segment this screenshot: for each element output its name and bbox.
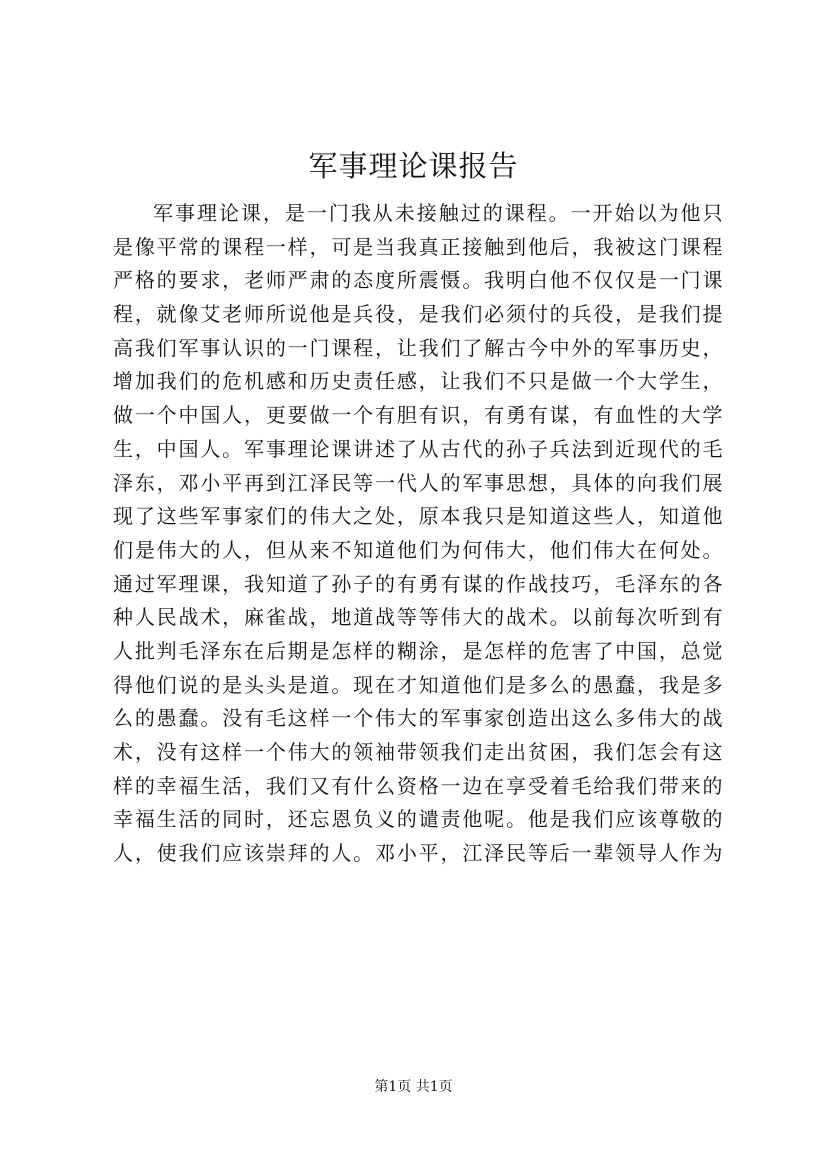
body-line: 军事理论课，是一门我从未接触过的课程。一开始以为他只 [153,201,723,225]
body-line: 人，使我们应该崇拜的人。邓小平，江泽民等后一辈领导人作为 [113,841,723,866]
page-number: 第1页 共1页 [374,1079,453,1095]
body-line: 是像平常的课程一样，可是当我真正接触到他后，我被这门课程 [113,234,723,259]
body-line: 得他们说的是头头是道。现在才知道他们是多么的愚蠢，我是多 [113,672,723,697]
body-line: 人批判毛泽东在后期是怎样的糊涂，是怎样的危害了中国，总觉 [113,638,723,663]
body-line: 么的愚蠢。没有毛这样一个伟大的军事家创造出这么多伟大的战 [113,706,723,731]
body-line: 样的幸福生活，我们又有什么资格一边在享受着毛给我们带来的 [113,773,723,798]
body-line: 现了这些军事家们的伟大之处，原本我只是知道这些人，知道他 [113,504,723,529]
body-line: 做一个中国人，更要做一个有胆有识，有勇有谋，有血性的大学 [113,403,723,428]
body-line: 通过军理课，我知道了孙子的有勇有谋的作战技巧，毛泽东的各 [113,571,723,596]
body-line: 幸福生活的同时，还忘恩负义的谴责他呢。他是我们应该尊敬的 [113,807,723,832]
page-footer [0,1077,827,1097]
body-line: 高我们军事认识的一门课程，让我们了解古今中外的军事历史， [113,335,723,360]
document-title: 军事理论课报告 [308,149,519,183]
body-line: 增加我们的危机感和历史责任感，让我们不只是做一个大学生， [113,369,723,394]
body-line: 程，就像艾老师所说他是兵役，是我们必须付的兵役，是我们提 [113,302,723,327]
body-line: 泽东，邓小平再到江泽民等一代人的军事思想，具体的向我们展 [113,470,723,495]
body-line: 们是伟大的人，但从来不知道他们为何伟大，他们伟大在何处。 [113,537,723,562]
body-line: 术，没有这样一个伟大的领袖带领我们走出贫困，我们怎会有这 [113,740,723,764]
document-body [113,197,723,871]
body-line: 种人民战术，麻雀战，地道战等等伟大的战术。以前每次听到有 [113,605,723,630]
body-line: 生，中国人。军事理论课讲述了从古代的孙子兵法到近现代的毛 [113,436,723,461]
body-line: 严格的要求，老师严肃的态度所震慑。我明白他不仅仅是一门课 [113,268,723,293]
